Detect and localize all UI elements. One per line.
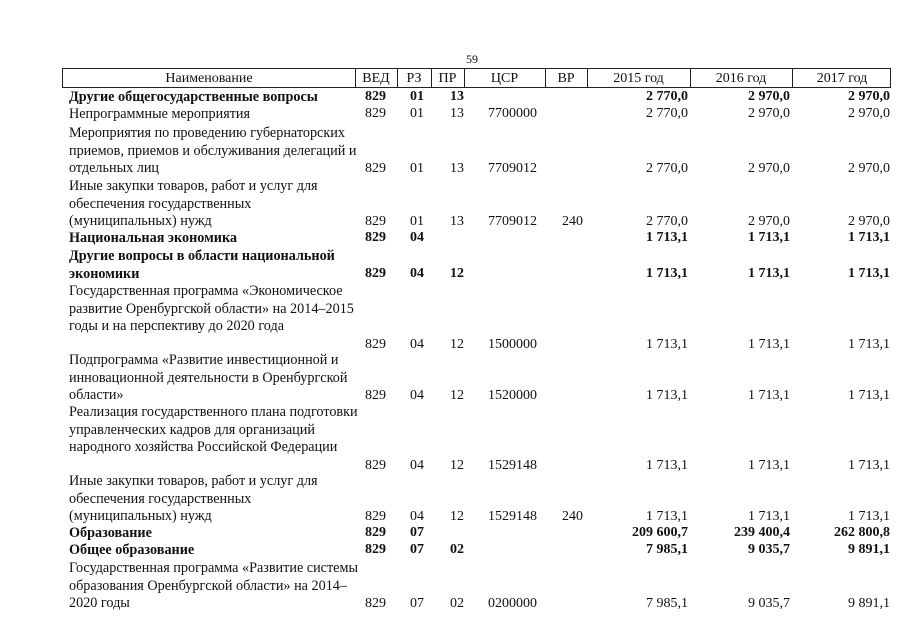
cell-pr: 12 — [450, 509, 464, 524]
cell-y2016: 2 970,0 — [748, 89, 790, 104]
row-name: Иные закупки товаров, работ и услуг для обеспечения государственных (муниципальных) нужд — [69, 473, 318, 525]
cell-y2015: 209 600,7 — [632, 525, 688, 540]
table-row — [0, 125, 905, 180]
row-name: Подпрограмма «Развитие инвестиционной и инновационной деятельности в Оренбургской области» — [69, 352, 348, 404]
row-name: Иные закупки товаров, работ и услуг для обеспечения государственных (муниципальных) нужд — [69, 178, 318, 230]
cell-y2017: 9 891,1 — [848, 542, 890, 557]
cell-y2015: 7 985,1 — [646, 542, 688, 557]
cell-ved: 829 — [365, 337, 386, 352]
cell-vr: 240 — [562, 214, 583, 229]
cell-y2016: 1 713,1 — [748, 388, 790, 403]
cell-y2015: 1 713,1 — [646, 509, 688, 524]
cell-csr: 0200000 — [488, 596, 537, 611]
cell-ved: 829 — [365, 89, 386, 104]
table-row — [0, 106, 905, 123]
cell-rz: 01 — [410, 106, 424, 121]
cell-y2015: 1 713,1 — [646, 230, 688, 245]
cell-rz: 01 — [410, 161, 424, 176]
header-csr: ЦСР — [490, 71, 519, 86]
cell-y2017: 1 713,1 — [848, 337, 890, 352]
cell-rz: 07 — [410, 525, 424, 540]
cell-y2016: 239 400,4 — [734, 525, 790, 540]
cell-y2017: 1 713,1 — [848, 388, 890, 403]
cell-y2016: 1 713,1 — [748, 337, 790, 352]
row-name: Непрограммные мероприятия — [69, 106, 251, 122]
cell-ved: 829 — [365, 458, 386, 473]
cell-y2016: 2 970,0 — [748, 106, 790, 121]
cell-ved: 829 — [365, 106, 386, 121]
table-row — [0, 542, 905, 559]
cell-csr: 7700000 — [488, 106, 537, 121]
cell-pr: 12 — [450, 266, 464, 281]
cell-y2015: 2 770,0 — [646, 106, 688, 121]
cell-rz: 01 — [410, 214, 424, 229]
table-row — [0, 230, 905, 247]
row-name: Образование — [69, 525, 152, 541]
cell-ved: 829 — [365, 214, 386, 229]
cell-rz: 07 — [410, 596, 424, 611]
cell-y2017: 262 800,8 — [834, 525, 890, 540]
row-name: Другие вопросы в области национальной экономики — [69, 248, 335, 282]
page-number: 59 — [466, 52, 478, 66]
cell-y2016: 1 713,1 — [748, 458, 790, 473]
cell-y2017: 9 891,1 — [848, 596, 890, 611]
cell-rz: 04 — [410, 509, 424, 524]
table-row — [0, 178, 905, 233]
cell-csr: 1529148 — [488, 509, 537, 524]
row-name: Государственная программа «Развитие системы образования Оренбургской области» на 2014–2020 годы — [69, 560, 358, 612]
cell-csr: 1500000 — [488, 337, 537, 352]
cell-pr: 13 — [450, 106, 464, 121]
cell-rz: 04 — [410, 458, 424, 473]
table-row — [0, 560, 905, 612]
header-2017: 2017 год — [816, 71, 868, 86]
cell-pr: 12 — [450, 337, 464, 352]
cell-rz: 04 — [410, 388, 424, 403]
header-2016: 2016 год — [715, 71, 767, 86]
cell-y2015: 2 770,0 — [646, 89, 688, 104]
header-rz: РЗ — [406, 71, 422, 86]
cell-y2017: 2 970,0 — [848, 106, 890, 121]
cell-y2017: 1 713,1 — [848, 230, 890, 245]
header-ved: ВЕД — [362, 71, 390, 86]
table-row — [0, 525, 905, 542]
table-row — [0, 473, 905, 525]
cell-pr: 12 — [450, 388, 464, 403]
cell-y2017: 1 713,1 — [848, 509, 890, 524]
cell-rz: 04 — [410, 337, 424, 352]
cell-rz: 04 — [410, 230, 424, 245]
cell-y2015: 2 770,0 — [646, 214, 688, 229]
row-name: Мероприятия по проведению губернаторских приемов, приемов и обслуживания делегаций и отдельных лиц — [69, 125, 357, 177]
cell-pr: 13 — [450, 89, 464, 104]
cell-ved: 829 — [365, 596, 386, 611]
cell-ved: 829 — [365, 230, 386, 245]
cell-ved: 829 — [365, 509, 386, 524]
cell-csr: 1520000 — [488, 388, 537, 403]
header-pr: ПР — [438, 71, 457, 86]
cell-pr: 13 — [450, 161, 464, 176]
cell-y2016: 1 713,1 — [748, 509, 790, 524]
cell-y2015: 7 985,1 — [646, 596, 688, 611]
cell-ved: 829 — [365, 388, 386, 403]
cell-y2016: 1 713,1 — [748, 230, 790, 245]
cell-y2016: 2 970,0 — [748, 214, 790, 229]
row-name: Общее образование — [69, 542, 195, 558]
cell-y2016: 9 035,7 — [748, 542, 790, 557]
table-row — [0, 352, 905, 404]
header-2015: 2015 год — [613, 71, 664, 86]
cell-y2015: 1 713,1 — [646, 388, 688, 403]
cell-y2017: 1 713,1 — [848, 458, 890, 473]
cell-ved: 829 — [365, 542, 386, 557]
cell-csr: 7709012 — [488, 214, 537, 229]
cell-y2015: 1 713,1 — [646, 458, 688, 473]
cell-rz: 01 — [410, 89, 424, 104]
row-name: Национальная экономика — [69, 230, 238, 246]
cell-rz: 04 — [410, 266, 424, 281]
cell-y2016: 9 035,7 — [748, 596, 790, 611]
table-row — [0, 283, 905, 353]
cell-y2017: 2 970,0 — [848, 214, 890, 229]
cell-pr: 02 — [450, 542, 464, 557]
cell-rz: 07 — [410, 542, 424, 557]
cell-y2015: 1 713,1 — [646, 266, 688, 281]
cell-pr: 13 — [450, 214, 464, 229]
cell-csr: 7709012 — [488, 161, 537, 176]
table-header — [62, 68, 891, 88]
cell-y2016: 1 713,1 — [748, 266, 790, 281]
cell-y2017: 2 970,0 — [848, 161, 890, 176]
header-vr: ВР — [557, 71, 575, 86]
cell-pr: 12 — [450, 458, 464, 473]
table-row — [0, 248, 905, 284]
cell-ved: 829 — [365, 161, 386, 176]
table-row — [0, 89, 905, 106]
cell-y2017: 1 713,1 — [848, 266, 890, 281]
cell-y2017: 2 970,0 — [848, 89, 890, 104]
cell-ved: 829 — [365, 266, 386, 281]
cell-y2016: 2 970,0 — [748, 161, 790, 176]
row-name: Государственная программа «Экономическое развитие Оренбургской области» на 2014–2015 годы и на перспективу до 2020 года — [69, 283, 354, 335]
row-name: Другие общегосударственные вопросы — [69, 89, 318, 105]
table-row — [0, 404, 905, 474]
header-name: Наименование — [165, 71, 253, 86]
cell-y2015: 1 713,1 — [646, 337, 688, 352]
cell-vr: 240 — [562, 509, 583, 524]
cell-y2015: 2 770,0 — [646, 161, 688, 176]
cell-pr: 02 — [450, 596, 464, 611]
row-name: Реализация государственного плана подготовки управленческих кадров для организаций народного хозяйства Российской Федерации — [69, 404, 358, 456]
cell-csr: 1529148 — [488, 458, 537, 473]
cell-ved: 829 — [365, 525, 386, 540]
